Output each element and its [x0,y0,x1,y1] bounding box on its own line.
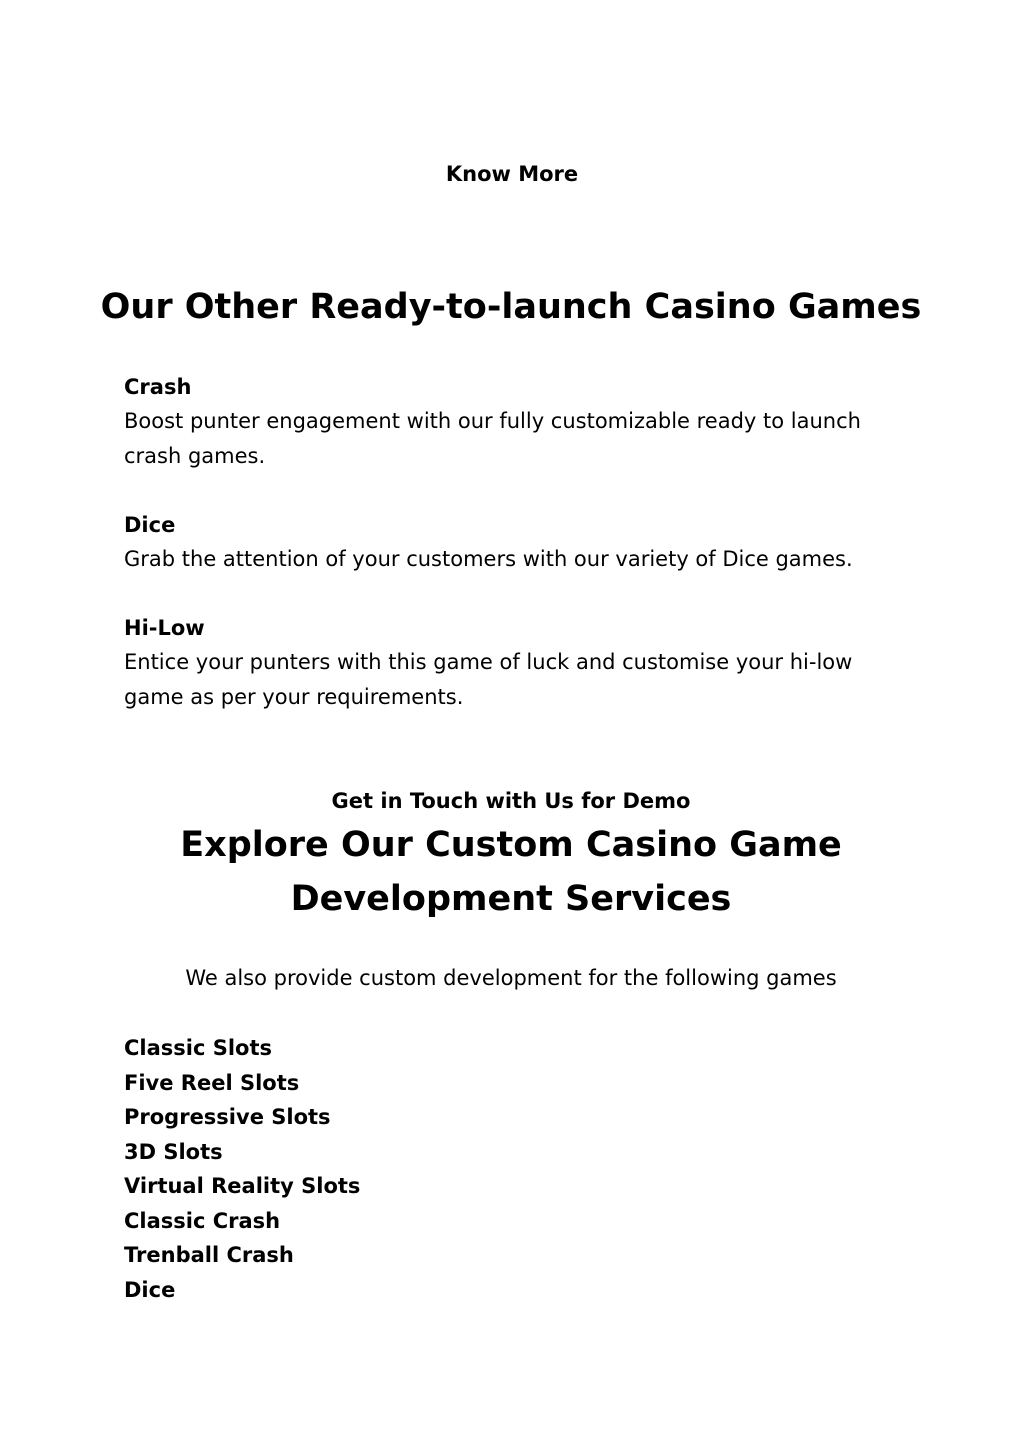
game-description: Boost punter engagement with our fully customizable ready to launch crash games. [124,409,861,468]
custom-services-heading [0,818,1022,926]
game-name: Dice [124,513,176,537]
demo-cta-link[interactable]: Get in Touch with Us for Demo [331,789,691,813]
game-name: Crash [124,375,192,399]
game-description: Entice your punters with this game of luck and customise your hi-low game as per your requirements. [124,650,853,709]
custom-services-intro: We also provide custom development for the following games [185,966,837,990]
game-item-hi-low [124,611,914,715]
service-item: Trenball Crash [124,1243,294,1267]
service-item: Progressive Slots [124,1105,331,1129]
service-item: Dice [124,1277,176,1302]
service-item: 3D Slots [124,1139,223,1164]
game-description: Grab the attention of your customers with our variety of Dice games. [124,547,853,571]
game-item-crash [124,370,914,474]
custom-services-list [124,1031,360,1307]
custom-services-heading-line2: Development Services [290,879,732,919]
service-item: Five Reel Slots [124,1070,300,1095]
game-name: Hi-Low [124,616,205,640]
service-item: Classic Crash [124,1208,281,1233]
custom-services-heading-line1: Explore Our Custom Casino Game [180,825,842,865]
know-more-link[interactable]: Know More [445,162,579,186]
service-item: Virtual Reality Slots [124,1174,361,1198]
service-item: Classic Slots [124,1036,273,1060]
game-item-dice [124,508,914,577]
ready-games-list [124,370,914,749]
ready-games-heading: Our Other Ready-to-launch Casino Games [100,287,922,327]
